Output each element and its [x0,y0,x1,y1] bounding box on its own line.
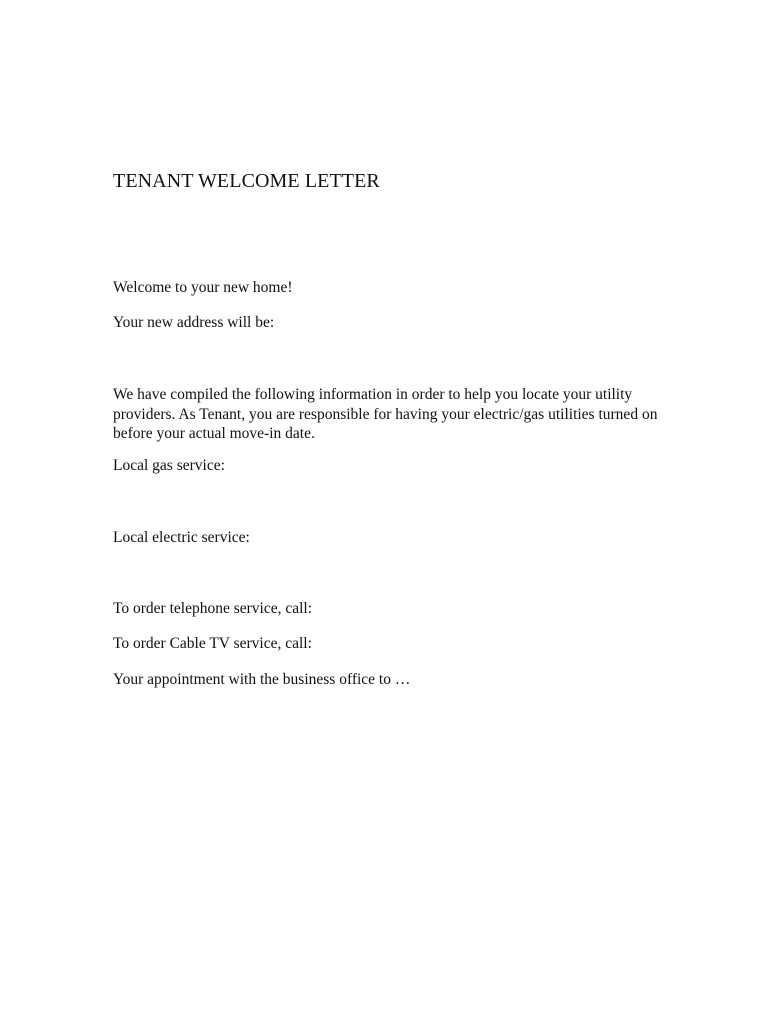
telephone-service-label: To order telephone service, call: [113,600,313,617]
info-paragraph-line: before your actual move-in date. [113,425,315,442]
cable-service-label: To order Cable TV service, call: [113,635,312,652]
welcome-text: Welcome to your new home! [113,279,293,296]
info-paragraph-line: providers. As Tenant, you are responsible for having your electric/gas utilities turned on [113,405,658,423]
gas-service-label: Local gas service: [113,457,225,474]
page-title: TENANT WELCOME LETTER [113,170,380,192]
address-label: Your new address will be: [113,314,275,331]
electric-service-label: Local electric service: [113,529,250,546]
info-paragraph-line: We have compiled the following information in order to help you locate your utility [113,386,633,403]
info-paragraph [113,385,657,444]
appointment-label: Your appointment with the business office to … [113,671,411,688]
